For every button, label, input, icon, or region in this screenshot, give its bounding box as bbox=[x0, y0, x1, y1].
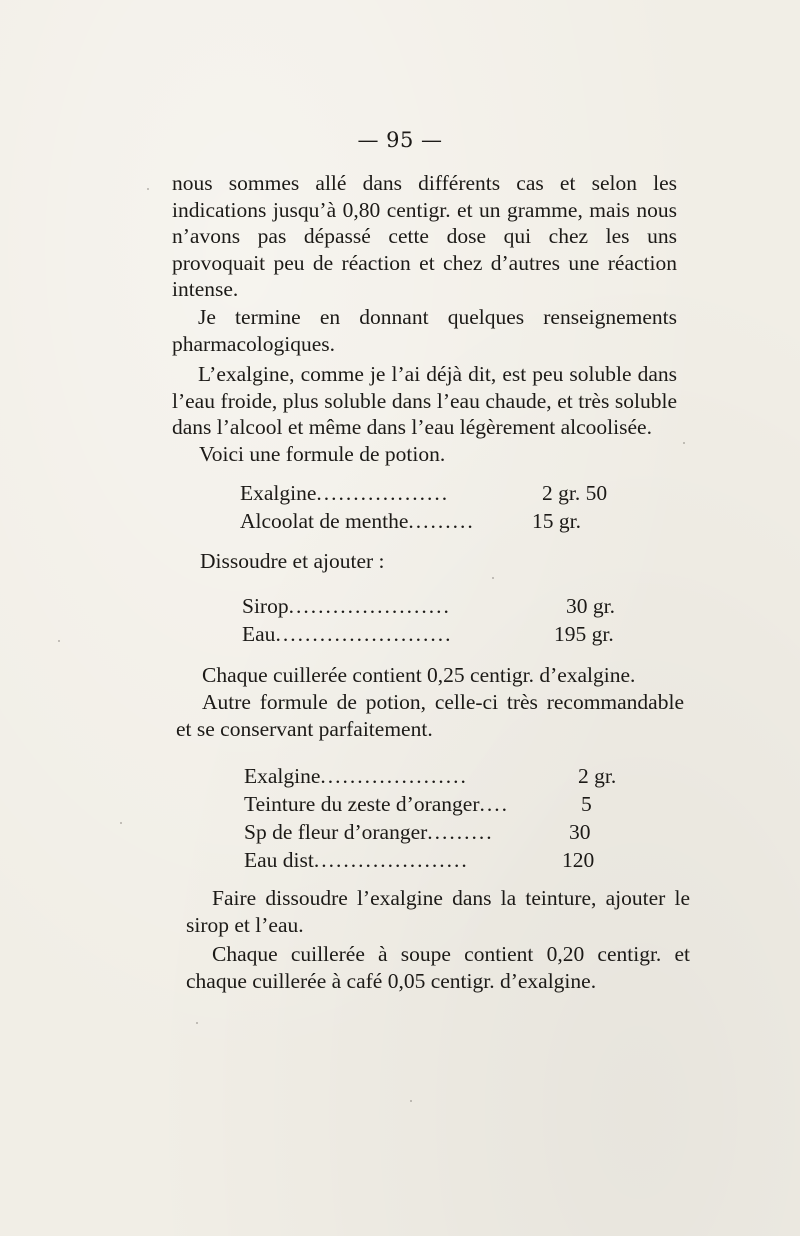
ingredient-quantity: 2 gr. bbox=[578, 764, 617, 788]
leader-dots: .... bbox=[479, 792, 509, 816]
recipe-row bbox=[244, 818, 644, 846]
ingredient-quantity: 15 gr. bbox=[532, 509, 581, 533]
ingredient-name: Sirop bbox=[242, 594, 289, 618]
ingredient-name: Eau bbox=[242, 622, 276, 646]
ingredient-name: Alcoolat de menthe bbox=[240, 509, 409, 533]
recipe-3 bbox=[244, 762, 644, 874]
paper-speck bbox=[147, 188, 149, 190]
leader-dots: ......... bbox=[408, 509, 475, 533]
chaque-paragraph-2: Chaque cuillerée à soupe contient 0,20 centigr. et chaque cuillerée à café 0,05 centigr. d’exalgine. bbox=[186, 942, 690, 993]
paper-speck bbox=[120, 822, 122, 824]
text-block-1 bbox=[172, 170, 677, 441]
ingredient-name: Exalgine bbox=[244, 764, 321, 788]
recipe-row bbox=[244, 790, 644, 818]
leader-dots: ......... bbox=[427, 820, 494, 844]
paragraph-4: Voici une formule de potion. bbox=[199, 442, 446, 466]
paragraph-2: Je termine en donnant quelques renseignements pharmacologiques. bbox=[172, 304, 677, 356]
paper-speck bbox=[196, 1022, 198, 1024]
recipe-row bbox=[244, 762, 644, 790]
leader-dots: .................... bbox=[320, 764, 468, 788]
recipe-row bbox=[240, 479, 630, 507]
paper-speck bbox=[58, 640, 60, 642]
recipe-row bbox=[240, 507, 630, 535]
dissoudre-line: Dissoudre et ajouter : bbox=[200, 549, 385, 573]
ingredient-name: Teinture du zeste d’oranger bbox=[244, 792, 480, 816]
ingredient-quantity: 30 bbox=[569, 820, 591, 844]
paragraph-3: L’exalgine, comme je l’ai déjà dit, est peu soluble dans l’eau froide, plus soluble dans l’eau chaude, et très soluble dans l’alcool et même dans l’eau légèrement alcoolisée. bbox=[172, 362, 677, 440]
recipe-2 bbox=[242, 592, 632, 648]
faire-paragraph: Faire dissoudre l’exalgine dans la teinture, ajouter le sirop et l’eau. bbox=[186, 886, 690, 937]
recipe-row bbox=[242, 620, 632, 648]
paper-speck bbox=[410, 1100, 412, 1102]
leader-dots: ..................... bbox=[313, 848, 469, 872]
ingredient-quantity: 2 gr. 50 bbox=[542, 481, 608, 505]
text-block-3 bbox=[186, 885, 690, 994]
ingredient-name: Exalgine bbox=[240, 481, 317, 505]
paragraph-1: nous sommes allé dans différents cas et selon les indications jusqu’à 0,80 centigr. et un gramme, mais nous n’avons pas dépassé cette dose qui chez les uns provoquait peu de réaction et chez d’autres une réaction intense. bbox=[172, 171, 677, 302]
chaque-line-1: Chaque cuillerée contient 0,25 centigr. d’exalgine. bbox=[202, 663, 636, 687]
text-block-2 bbox=[176, 689, 684, 742]
ingredient-quantity: 120 bbox=[562, 848, 595, 872]
paper-speck bbox=[683, 442, 685, 444]
ingredient-quantity: 5 bbox=[581, 792, 592, 816]
page-number: — 95 — bbox=[357, 128, 443, 152]
ingredient-quantity: 195 gr. bbox=[554, 622, 614, 646]
recipe-row bbox=[242, 592, 632, 620]
leader-dots: .................. bbox=[316, 481, 450, 505]
ingredient-name: Eau dist bbox=[244, 848, 314, 872]
paper-speck bbox=[492, 577, 494, 579]
recipe-1 bbox=[240, 479, 630, 535]
ingredient-quantity: 30 gr. bbox=[566, 594, 615, 618]
autre-paragraph: Autre formule de potion, celle-ci très recommandable et se conservant parfaitement. bbox=[176, 690, 684, 741]
recipe-row bbox=[244, 846, 644, 874]
leader-dots: ........................ bbox=[275, 622, 453, 646]
leader-dots: ...................... bbox=[288, 594, 451, 618]
ingredient-name: Sp de fleur d’oranger bbox=[244, 820, 428, 844]
